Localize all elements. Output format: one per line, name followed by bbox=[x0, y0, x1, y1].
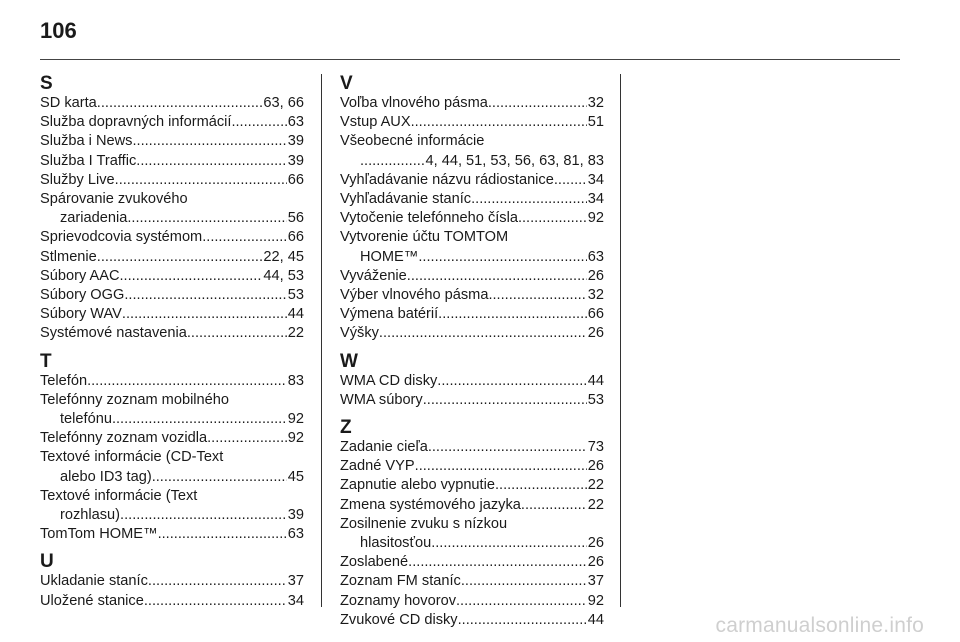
dot-leader bbox=[407, 267, 587, 286]
page-reference: 37 bbox=[587, 573, 604, 590]
index-entry-line bbox=[340, 171, 604, 190]
index-entry bbox=[40, 324, 304, 343]
page-reference: 26 bbox=[587, 325, 604, 342]
index-term: Zadné VYP bbox=[340, 458, 415, 475]
index-entry-line bbox=[40, 525, 304, 544]
index-entry-line bbox=[40, 305, 304, 324]
page-reference: 26 bbox=[587, 267, 604, 284]
page-reference: 92 bbox=[587, 210, 604, 227]
dot-leader bbox=[438, 305, 587, 324]
index-entry bbox=[340, 496, 604, 515]
index-entry bbox=[40, 429, 304, 448]
index-term: Textové informácie (CD-Text bbox=[40, 449, 224, 466]
dot-leader bbox=[360, 152, 424, 171]
index-entry bbox=[340, 611, 604, 630]
index-entry-line bbox=[340, 248, 604, 267]
index-section bbox=[340, 418, 604, 630]
dot-leader bbox=[120, 267, 263, 286]
dot-leader bbox=[521, 496, 587, 515]
page-reference: 92 bbox=[287, 411, 304, 428]
index-entry bbox=[40, 487, 304, 525]
section-letter: W bbox=[340, 350, 358, 372]
index-entry-line bbox=[40, 572, 304, 591]
index-entry bbox=[340, 228, 604, 266]
index-entry-line bbox=[40, 391, 304, 410]
index-entry bbox=[40, 132, 304, 151]
index-term: alebo ID3 tag) bbox=[60, 468, 152, 485]
dot-leader bbox=[488, 286, 586, 305]
index-term: Výšky bbox=[340, 325, 379, 342]
dot-leader bbox=[152, 468, 287, 487]
index-entry bbox=[340, 113, 604, 132]
dot-leader bbox=[207, 429, 287, 448]
section-letter: U bbox=[40, 551, 54, 573]
index-entry-line bbox=[340, 113, 604, 132]
page-reference: 22 bbox=[587, 477, 604, 494]
index-term: Vytvorenie účtu TOMTOM bbox=[340, 229, 509, 246]
index-term: Výber vlnového pásma bbox=[340, 287, 489, 304]
page-reference: 32 bbox=[587, 95, 604, 111]
index-entry-line bbox=[40, 190, 304, 209]
index-entry-line bbox=[40, 286, 304, 305]
index-entry bbox=[40, 286, 304, 305]
index-term: TomTom HOME™ bbox=[40, 526, 158, 543]
index-term: Vytočenie telefónneho čísla bbox=[340, 210, 518, 227]
index-term: Zosilnenie zvuku s nízkou bbox=[340, 515, 508, 532]
page-reference: 34 bbox=[587, 171, 604, 188]
column-divider bbox=[321, 74, 322, 607]
page-reference: 44 bbox=[587, 611, 604, 628]
index-entry bbox=[40, 391, 304, 429]
page-reference: 34 bbox=[587, 191, 604, 208]
index-term: Všeobecné informácie bbox=[340, 133, 485, 150]
index-entry bbox=[340, 457, 604, 476]
dot-leader bbox=[415, 457, 587, 476]
index-term: Spárovanie zvukového bbox=[40, 191, 188, 208]
index-term: Súbory AAC bbox=[40, 267, 120, 284]
index-entry-line bbox=[40, 267, 304, 286]
index-entry bbox=[40, 113, 304, 132]
index-entry bbox=[340, 324, 604, 343]
page-reference: 66 bbox=[287, 229, 304, 246]
dot-leader bbox=[144, 592, 287, 611]
dot-leader bbox=[495, 476, 587, 495]
index-term: Sprievodcovia systémom bbox=[40, 229, 203, 246]
index-term: SD karta bbox=[40, 95, 97, 111]
index-entry bbox=[340, 372, 604, 391]
index-entry-line bbox=[40, 506, 304, 525]
index-entry bbox=[340, 94, 604, 113]
index-entry-line bbox=[40, 487, 304, 506]
section-letter: Z bbox=[340, 417, 352, 439]
index-entry-line bbox=[340, 457, 604, 476]
page-reference: 66 bbox=[287, 171, 304, 188]
index-term: Telefón bbox=[40, 372, 88, 389]
page-reference: 39 bbox=[287, 152, 304, 169]
index-section bbox=[40, 552, 304, 610]
index-term: Vyhľadávanie staníc bbox=[340, 191, 472, 208]
page-reference: 4, 44, 51, 53, 56, 63, 81, 83 bbox=[425, 152, 604, 169]
index-entry bbox=[340, 391, 604, 410]
index-entry bbox=[40, 228, 304, 247]
page-reference: 92 bbox=[287, 430, 304, 447]
index-term: Zoslabené bbox=[340, 554, 409, 571]
dot-leader bbox=[120, 506, 287, 525]
page-reference: 37 bbox=[287, 573, 304, 590]
index-term: zariadenia bbox=[60, 210, 128, 227]
dot-leader bbox=[97, 248, 263, 267]
index-term: HOME™ bbox=[360, 248, 419, 265]
index-entry bbox=[40, 525, 304, 544]
dot-leader bbox=[132, 132, 286, 151]
page-reference: 63 bbox=[287, 526, 304, 543]
dot-leader bbox=[136, 152, 287, 171]
dot-leader bbox=[458, 611, 587, 630]
index-term: Telefónny zoznam mobilného bbox=[40, 391, 230, 408]
index-term: Zoznam FM staníc bbox=[340, 573, 461, 590]
page-reference: 63 bbox=[587, 248, 604, 265]
index-entry-line bbox=[340, 515, 604, 534]
index-entry-line bbox=[340, 391, 604, 410]
dot-leader bbox=[411, 113, 587, 132]
dot-leader bbox=[231, 113, 286, 132]
index-entry-line bbox=[40, 113, 304, 132]
index-term: Stlmenie bbox=[40, 248, 97, 265]
page-reference: 45 bbox=[287, 468, 304, 485]
dot-leader bbox=[471, 190, 587, 209]
index-section bbox=[40, 74, 304, 344]
index-term: Vyváženie bbox=[340, 267, 407, 284]
index-term: Ukladanie staníc bbox=[40, 573, 148, 590]
index-entry-line bbox=[340, 372, 604, 391]
index-column-right bbox=[340, 74, 604, 630]
index-entry bbox=[40, 267, 304, 286]
dot-leader bbox=[488, 94, 587, 113]
page-reference: 44 bbox=[287, 306, 304, 323]
page-reference: 83 bbox=[287, 372, 304, 389]
index-entry-line bbox=[340, 592, 604, 611]
page-reference: 51 bbox=[587, 114, 604, 131]
index-entry-line bbox=[40, 372, 304, 391]
index-column-left bbox=[40, 74, 304, 611]
page-reference: 34 bbox=[287, 592, 304, 609]
index-term: Zapnutie alebo vypnutie bbox=[340, 477, 495, 494]
index-term: Služba i News bbox=[40, 133, 133, 150]
index-term: Súbory OGG bbox=[40, 287, 125, 304]
page-reference: 92 bbox=[587, 592, 604, 609]
index-entry bbox=[340, 515, 604, 553]
index-term: Uložené stanice bbox=[40, 592, 144, 609]
index-entry-line bbox=[40, 171, 304, 190]
page-reference: 66 bbox=[587, 306, 604, 323]
dot-leader bbox=[461, 572, 587, 591]
dot-leader bbox=[202, 228, 287, 247]
index-entry bbox=[340, 553, 604, 572]
page-reference: 44 bbox=[587, 372, 604, 389]
index-entry-line bbox=[340, 476, 604, 495]
index-term: Služba dopravných informácií bbox=[40, 114, 232, 131]
index-section bbox=[40, 352, 304, 545]
dot-leader bbox=[431, 534, 587, 553]
index-entry-line bbox=[340, 132, 604, 151]
dot-leader bbox=[87, 372, 287, 391]
page-reference: 26 bbox=[587, 554, 604, 571]
index-entry bbox=[40, 592, 304, 611]
index-entry bbox=[340, 209, 604, 228]
section-letter: V bbox=[340, 73, 353, 94]
index-entry-line bbox=[340, 496, 604, 515]
index-entry-line bbox=[340, 209, 604, 228]
dot-leader bbox=[418, 248, 586, 267]
page-reference: 22, 45 bbox=[263, 248, 304, 265]
index-entry-line bbox=[340, 152, 604, 171]
index-term: Vstup AUX bbox=[340, 114, 411, 131]
page-reference: 39 bbox=[287, 507, 304, 524]
index-term: Zoznamy hovorov bbox=[340, 592, 456, 609]
page-reference: 56 bbox=[287, 210, 304, 227]
index-entry bbox=[340, 132, 604, 170]
dot-leader bbox=[456, 592, 587, 611]
index-entry-line bbox=[40, 468, 304, 487]
page-reference: 32 bbox=[587, 287, 604, 304]
index-entry bbox=[40, 305, 304, 324]
page-number: 106 bbox=[40, 18, 77, 43]
index-entry bbox=[340, 305, 604, 324]
index-entry bbox=[40, 152, 304, 171]
dot-leader bbox=[112, 410, 287, 429]
index-entry-line bbox=[40, 152, 304, 171]
index-entry-line bbox=[40, 132, 304, 151]
index-entry bbox=[340, 286, 604, 305]
index-entry-line bbox=[40, 248, 304, 267]
dot-leader bbox=[158, 525, 287, 544]
index-entry bbox=[340, 267, 604, 286]
page-reference: 22 bbox=[287, 325, 304, 342]
dot-leader bbox=[428, 438, 587, 457]
index-term: Súbory WAV bbox=[40, 306, 122, 323]
index-entry-line bbox=[40, 592, 304, 611]
index-entry bbox=[40, 171, 304, 190]
index-term: telefónu bbox=[60, 411, 112, 428]
dot-leader bbox=[379, 324, 587, 343]
index-term: Zvukové CD disky bbox=[340, 611, 458, 628]
section-letter: S bbox=[40, 73, 53, 94]
page-reference: 53 bbox=[587, 391, 604, 408]
index-entry-line bbox=[40, 429, 304, 448]
dot-leader bbox=[124, 286, 286, 305]
index-term: Systémové nastavenia bbox=[40, 325, 187, 342]
dot-leader bbox=[437, 372, 586, 391]
index-entry bbox=[40, 572, 304, 591]
dot-leader bbox=[115, 171, 287, 190]
index-entry-line bbox=[340, 305, 604, 324]
index-entry bbox=[40, 94, 304, 113]
index-term: WMA CD disky bbox=[340, 372, 438, 389]
dot-leader bbox=[127, 209, 286, 228]
dot-leader bbox=[408, 553, 587, 572]
index-term: Služby Live bbox=[40, 171, 115, 188]
index-entry-line bbox=[340, 534, 604, 553]
index-entry-line bbox=[340, 438, 604, 457]
index-term: rozhlasu) bbox=[60, 507, 121, 524]
dot-leader bbox=[187, 324, 287, 343]
index-term: Voľba vlnového pásma bbox=[340, 95, 488, 111]
page-reference: 44, 53 bbox=[263, 267, 304, 284]
column-divider-right bbox=[620, 74, 621, 607]
index-entry-line bbox=[340, 611, 604, 630]
index-term: hlasitosťou bbox=[360, 535, 432, 552]
index-term: Telefónny zoznam vozidla bbox=[40, 430, 208, 447]
page-reference: 63, 66 bbox=[263, 95, 304, 111]
index-entry bbox=[340, 572, 604, 591]
index-term: Vyhľadávanie názvu rádiostanice. bbox=[340, 171, 558, 188]
dot-leader bbox=[97, 94, 263, 113]
index-entry-line bbox=[340, 94, 604, 113]
index-term: Textové informácie (Text bbox=[40, 487, 198, 504]
index-entry-line bbox=[40, 448, 304, 467]
page-reference: 53 bbox=[287, 287, 304, 304]
index-entry-line bbox=[340, 228, 604, 247]
index-section bbox=[340, 352, 604, 410]
index-entry-line bbox=[40, 228, 304, 247]
dot-leader bbox=[518, 209, 587, 228]
index-entry-line bbox=[340, 190, 604, 209]
index-entry-line bbox=[340, 286, 604, 305]
index-entry-line bbox=[340, 553, 604, 572]
index-term: Služba I Traffic bbox=[40, 152, 137, 169]
index-entry bbox=[340, 476, 604, 495]
page-reference: 63 bbox=[287, 114, 304, 131]
index-entry-line bbox=[40, 209, 304, 228]
page-reference: 26 bbox=[587, 458, 604, 475]
dot-leader bbox=[148, 572, 287, 591]
dot-leader bbox=[122, 305, 287, 324]
page-reference: 73 bbox=[587, 439, 604, 456]
index-entry-line bbox=[340, 324, 604, 343]
index-entry bbox=[40, 448, 304, 486]
header-rule bbox=[40, 59, 900, 60]
index-entry bbox=[40, 372, 304, 391]
page-reference: 39 bbox=[287, 133, 304, 150]
dot-leader bbox=[558, 171, 587, 190]
index-term: WMA súbory bbox=[340, 391, 423, 408]
index-entry-line bbox=[340, 267, 604, 286]
dot-leader bbox=[423, 391, 587, 410]
section-letter: T bbox=[40, 350, 52, 372]
page-reference: 26 bbox=[587, 535, 604, 552]
index-term: Zadanie cieľa bbox=[340, 439, 428, 456]
index-entry-line bbox=[340, 572, 604, 591]
page-reference: 22 bbox=[587, 496, 604, 513]
index-term: Výmena batérií bbox=[340, 306, 439, 323]
index-entry bbox=[340, 171, 604, 190]
index-entry bbox=[340, 190, 604, 209]
index-term: Zmena systémového jazyka bbox=[340, 496, 521, 513]
index-entry bbox=[40, 248, 304, 267]
index-entry-line bbox=[40, 410, 304, 429]
index-entry-line bbox=[40, 94, 304, 113]
index-section bbox=[340, 74, 604, 344]
index-entry bbox=[340, 592, 604, 611]
index-entry bbox=[40, 190, 304, 228]
index-entry-line bbox=[40, 324, 304, 343]
watermark: carmanualsonline.info bbox=[715, 614, 924, 637]
index-entry bbox=[340, 438, 604, 457]
